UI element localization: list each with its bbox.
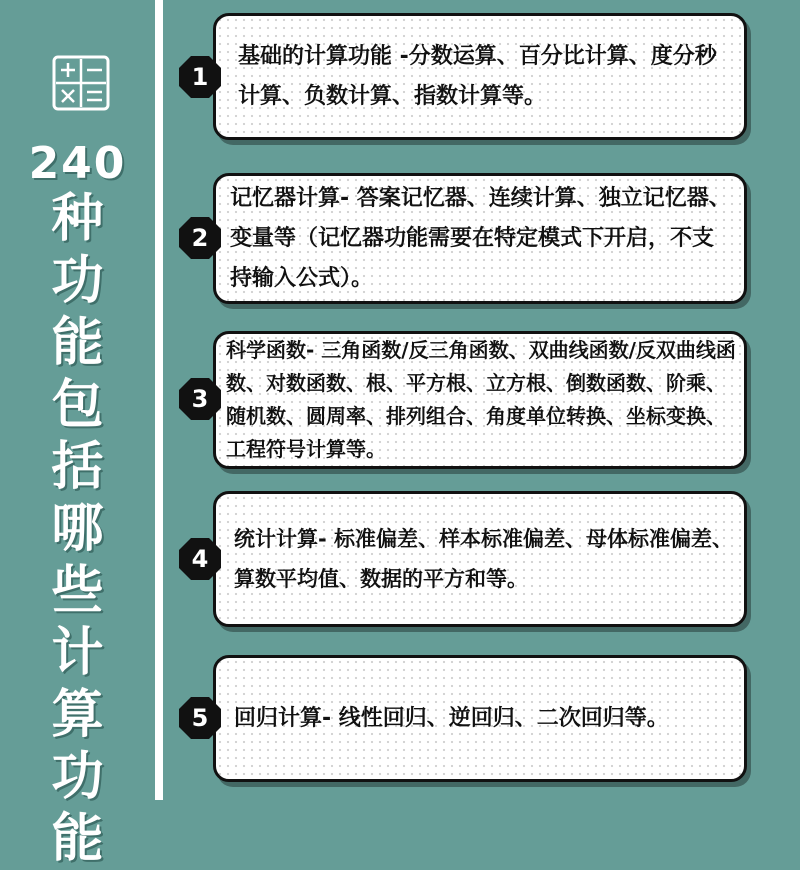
feature-card-regression (213, 655, 747, 782)
number-badge (178, 696, 222, 740)
badge-number: 4 (191, 545, 209, 573)
title-char: 哪 (51, 499, 104, 559)
title-char: 种 (51, 189, 104, 249)
feature-card-text: 回归计算- 线性回归、逆回归、二次回归等。 (234, 705, 669, 731)
title-char: 算 (51, 685, 104, 745)
title-char: 包 (51, 375, 104, 435)
feature-card-scientific (213, 331, 747, 469)
title-char: 能 (51, 809, 104, 869)
title-char: 能 (51, 313, 104, 373)
feature-card-memory (213, 173, 747, 304)
number-badge (178, 537, 222, 581)
vertical-title (0, 140, 155, 870)
number-badge (178, 216, 222, 260)
calculator-icon (52, 55, 110, 111)
sidebar-divider (155, 0, 163, 800)
title-char: 计 (51, 623, 104, 683)
feature-card-text: 基础的计算功能 -分数运算、百分比计算、度分秒计算、负数计算、指数计算等。 (238, 43, 717, 109)
feature-card-statistics (213, 491, 747, 627)
feature-card-text: 科学函数- 三角函数/反三角函数、双曲线函数/反双曲线函数、对数函数、根、平方根、立方根、倒数函数、阶乘、随机数、圆周率、排列组合、角度单位转换、坐标变换、工程符号计算等。 (226, 338, 736, 461)
title-char: 些 (51, 561, 104, 621)
title-number: 240 (28, 138, 127, 189)
badge-number: 3 (191, 385, 209, 413)
number-badge (178, 377, 222, 421)
badge-number: 1 (191, 63, 209, 91)
title-char: 功 (51, 747, 104, 807)
feature-card-text: 记忆器计算- 答案记忆器、连续计算、独立记忆器、变量等（记忆器功能需要在特定模式下开启，不支持输入公式）。 (230, 185, 731, 291)
feature-card-text: 统计计算- 标准偏差、样本标准偏差、母体标准偏差、算数平均值、数据的平方和等。 (234, 527, 734, 591)
feature-card-basic (213, 13, 747, 140)
number-badge (178, 55, 222, 99)
title-char: 括 (51, 437, 104, 497)
badge-number: 2 (191, 224, 209, 252)
title-char: 功 (51, 251, 104, 311)
badge-number: 5 (191, 704, 209, 732)
